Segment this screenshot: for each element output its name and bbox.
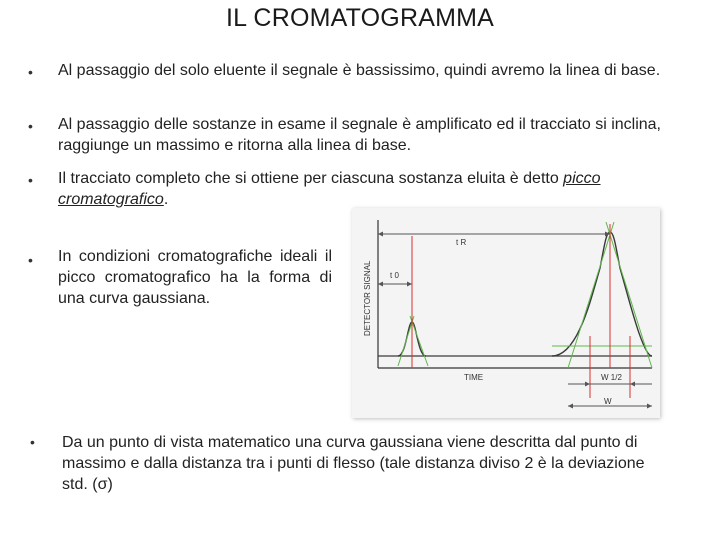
tr-arrow-left (378, 232, 383, 237)
bullet-text-4: In condizioni cromatografiche ideali il picco cromatografico ha la forma di una curva gaussiana. (58, 248, 332, 307)
bullet-text-2: Al passaggio delle sostanze in esame il segnale è amplificato ed il tracciato si inclina, raggiunge un massimo e ritorna alla linea di base. (58, 116, 661, 154)
w-label: W (604, 397, 612, 406)
t0-arrow-left (378, 282, 383, 287)
bullet-text-5 (62, 432, 662, 495)
w-half-arrow-left (585, 382, 590, 387)
bullet-text-3 (58, 168, 690, 210)
t0-arrow-right (407, 282, 412, 287)
chromatogram-svg (352, 208, 660, 418)
bullet-text-5-end: ) (107, 476, 113, 493)
page-title: IL CROMATOGRAMMA (225, 4, 495, 32)
w-arrow-left (568, 404, 573, 409)
bullet-text-5-main: Da un punto di vista matematico una curva gaussiana viene descritta dal punto di massimo e dalla distanza tra i punti di flesso (tale distanza diviso 2 è la deviazione std. ( (62, 434, 645, 493)
sigma-symbol: σ (97, 476, 108, 493)
bullet-text-1: Al passaggio del solo eluente il segnale è bassissimo, quindi avremo la linea di base. (58, 62, 661, 79)
chromatogram-figure (352, 208, 660, 418)
bullet-marker: • (28, 252, 33, 268)
t0-label: t 0 (390, 271, 399, 280)
w-arrow-right (647, 404, 652, 409)
x-axis-label: TIME (464, 373, 484, 382)
w-half-arrow-right (630, 382, 635, 387)
bullet-marker: • (28, 64, 33, 80)
picco-cromatografico-term: picco cromatografico (58, 170, 601, 208)
bullet-marker: • (28, 172, 33, 188)
tangent-small-right (410, 316, 428, 366)
bullet-text-3-end: . (163, 191, 169, 208)
tr-label: t R (456, 238, 467, 247)
bullet-text-3-main: Il tracciato completo che si ottiene per ciascuna sostanza eluita è detto (58, 170, 564, 187)
bullet-marker: • (28, 118, 33, 134)
main-peak (552, 232, 652, 356)
y-axis-label: DETECTOR SIGNAL (363, 260, 372, 336)
w-half-label: W 1/2 (601, 373, 622, 382)
bullet-marker: • (30, 434, 35, 450)
